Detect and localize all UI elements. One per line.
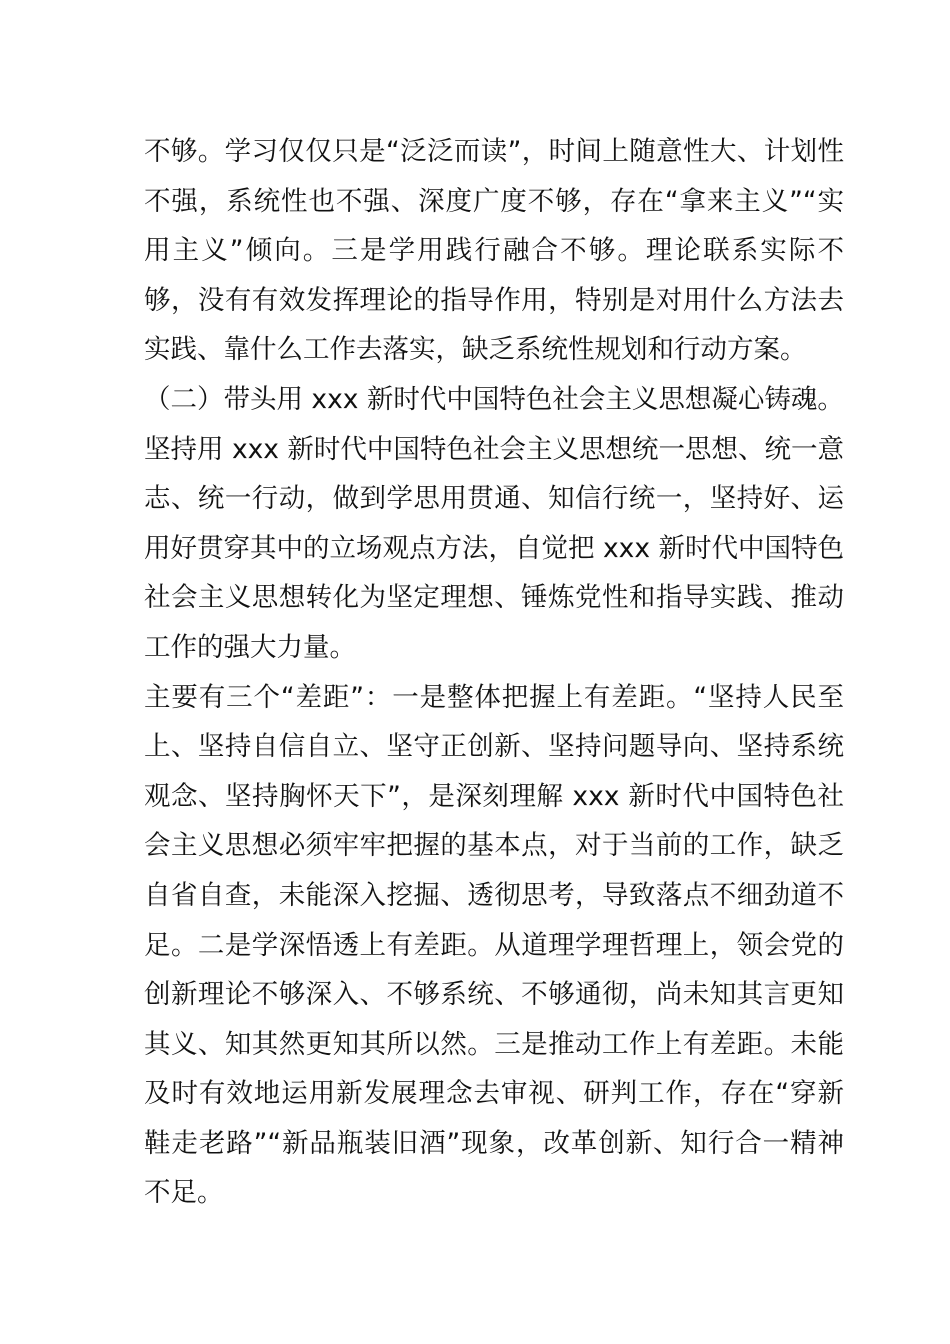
paragraph-requirement: 坚持用 xxx 新时代中国特色社会主义思想统一思想、统一意志、统一行动，做到学思用贯通、知信行统一，坚持好、运用好贯穿其中的立场观点方法，自觉把 xxx 新时代中国特色社会主义思想转化为坚定理想、锤炼党性和指导实践、推动工作的强大力量。 (144, 433, 844, 663)
document-body (144, 127, 844, 1218)
paragraph-continuation: 不够。学习仅仅只是“泛泛而读”，时间上随意性大、计划性不强，系统性也不强、深度广度不够，存在“拿来主义”“实用主义”倾向。三是学用践行融合不够。理论联系实际不够，没有有效发挥理论的指导作用，特别是对用什么方法去实践、靠什么工作去落实，缺乏系统性规划和行动方案。 (144, 136, 844, 366)
section-heading: （二）带头用 xxx 新时代中国特色社会主义思想凝心铸魂。 (144, 383, 844, 415)
paragraph-gaps: 主要有三个“差距”：一是整体把握上有差距。“坚持人民至上、坚持自信自立、坚守正创新、坚持问题导向、坚持系统观念、坚持胸怀天下”，是深刻理解 xxx 新时代中国特色社会主义思想必须牢牢把握的基本点，对于当前的工作，缺乏自省自查，未能深入挖掘、透彻思考，导致落点不细劲道不足。二是学深悟透上有差距。从道理学理哲理上，领会党的创新理论不够深入、不够系统、不够通彻，尚未知其言更知其义、知其然更知其所以然。三是推动工作上有差距。未能及时有效地运用新发展理念去审视、研判工作，存在“穿新鞋走老路”“新品瓶装旧酒”现象，改革创新、知行合一精神不足。 (144, 681, 844, 1209)
